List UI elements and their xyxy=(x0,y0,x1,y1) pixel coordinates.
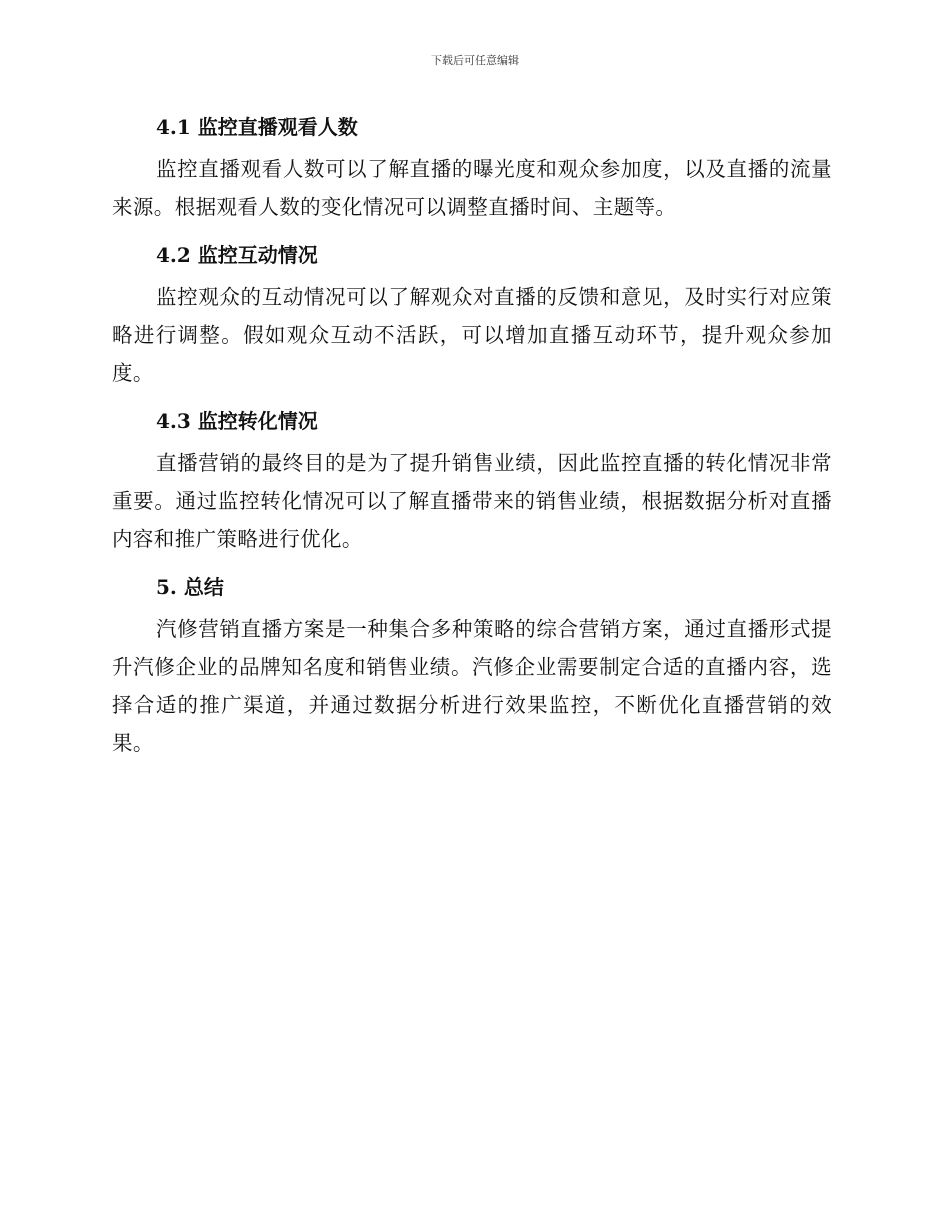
section-heading-4-3: 4.3 监控转化情况 xyxy=(156,409,318,433)
section-heading-5: 5. 总结 xyxy=(156,575,224,599)
page-header: 下载后可任意编辑 xyxy=(431,54,519,67)
document-body xyxy=(112,110,832,762)
section-heading-4-1: 4.1 监控直播观看人数 xyxy=(156,115,358,139)
section-heading-4-2: 4.2 监控互动情况 xyxy=(156,243,318,267)
section-paragraph-4-3: 直播营销的最终目的是为了提升销售业绩，因此监控直播的转化情况非常重要。通过监控转化情况可以了解直播带来的销售业绩，根据数据分析对直播内容和推广策略进行优化。 xyxy=(112,451,832,551)
section-paragraph-5: 汽修营销直播方案是一种集合多种策略的综合营销方案，通过直播形式提升汽修企业的品牌知名度和销售业绩。汽修企业需要制定合适的直播内容，选择合适的推广渠道，并通过数据分析进行效果监控，不断优化直播营销的效果。 xyxy=(112,617,832,755)
section-paragraph-4-1: 监控直播观看人数可以了解直播的曝光度和观众参加度，以及直播的流量来源。根据观看人数的变化情况可以调整直播时间、主题等。 xyxy=(112,157,832,219)
section-paragraph-4-2: 监控观众的互动情况可以了解观众对直播的反馈和意见，及时实行对应策略进行调整。假如观众互动不活跃，可以增加直播互动环节，提升观众参加度。 xyxy=(112,285,832,385)
